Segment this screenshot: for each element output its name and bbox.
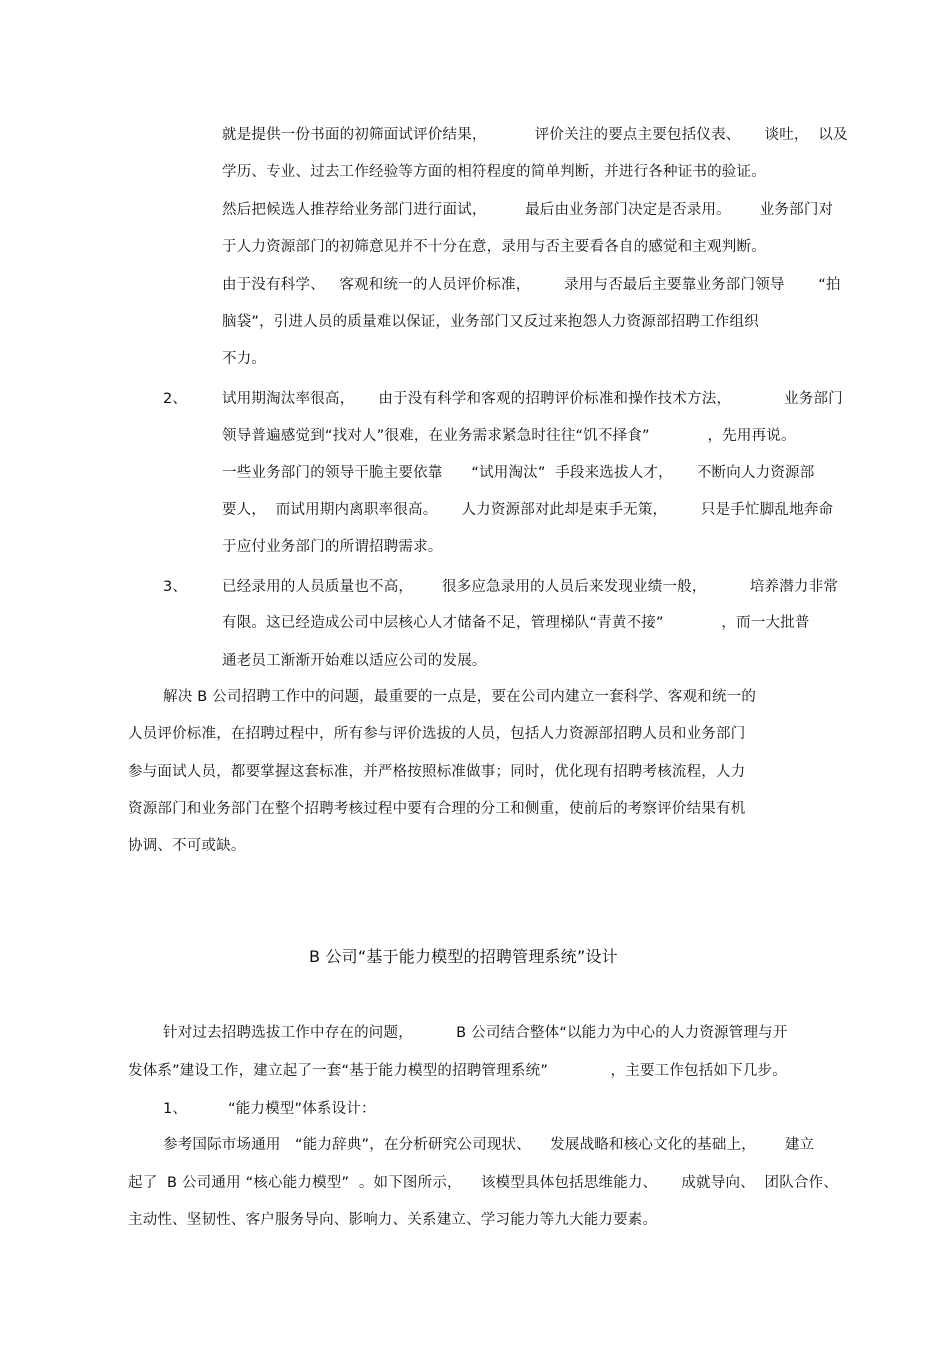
paragraph-line: 资源部门和业务部门在整个招聘考核过程中要有合理的分工和侧重，使前后的考察评价结果有机 [128,801,746,817]
paragraph-line: 主动性、坚韧性、客户服务导向、影响力、关系建立、学习能力等九大能力要素。 [128,1212,658,1228]
paragraph-line: 已经录用的人员质量也不高， 很多应急录用的人员后来发现业绩一般， 培养潜力非常 [222,579,839,595]
paragraph-line: 学历、专业、过去工作经验等方面的相符程度的简单判断，并进行各种证书的验证。 [222,164,766,180]
subsection-heading: “能力模型”体系设计： [228,1101,376,1117]
paragraph-line: 协调、不可或缺。 [128,838,246,854]
paragraph-line: 于人力资源部门的初筛意见并不十分在意，录用与否主要看各自的感觉和主观判断。 [222,239,766,255]
list-number: 1、 [163,1101,188,1117]
paragraph-line: 发体系”建设工作，建立起了一套“基于能力模型的招聘管理系统” ，主要工作包括如下几步。 [128,1063,787,1079]
paragraph-line: 有限。这已经造成公司中层核心人才储备不足，管理梯队“青黄不接” ，而一大批普 [222,615,810,631]
paragraph-line: 一些业务部门的领导干脆主要依靠 “试用淘汰” 手段来选拔人才， 不断向人力资源部 [222,465,815,481]
paragraph-line: 解决 B 公司招聘工作中的问题，最重要的一点是，要在公司内建立一套科学、客观和统一的 [163,689,757,705]
paragraph-line: 然后把候选人推荐给业务部门进行面试， 最后由业务部门决定是否录用。 业务部门对 [222,202,834,218]
paragraph-line: 领导普遍感觉到“找对人”很难，在业务需求紧急时往往“饥不择食” ，先用再说。 [222,428,796,444]
paragraph-line: 不力。 [222,351,267,367]
paragraph-line: 由于没有科学、 客观和统一的人员评价标准， 录用与否最后主要靠业务部门领导 “拍 [222,277,841,293]
paragraph-line: 于应付业务部门的所谓招聘需求。 [222,539,443,555]
paragraph-line: 针对过去招聘选拔工作中存在的问题， B 公司结合整体“以能力为中心的人力资源管理与开 [163,1025,788,1041]
list-number: 2、 [163,391,188,407]
paragraph-line: 通老员工渐渐开始难以适应公司的发展。 [222,653,487,669]
paragraph-line: 起了 B 公司通用 “核心能力模型” 。如下图所示， 该模型具体包括思维能力、 成就导向、 团队合作、 [128,1175,839,1191]
paragraph-line: 参考国际市场通用 “能力辞典”，在分析研究公司现状、 发展战略和核心文化的基础上， 建立 [163,1137,815,1153]
section-title: B 公司“基于能力模型的招聘管理系统”设计 [309,947,618,966]
list-number: 3、 [163,579,188,595]
paragraph-line: 就是提供一份书面的初筛面试评价结果， 评价关注的要点主要包括仪表、 谈吐， 以及 [222,127,848,143]
paragraph-line: 要人， 而试用期内离职率很高。 人力资源部对此却是束手无策， 只是手忙脚乱地奔命 [222,502,834,518]
paragraph-line: 参与面试人员，都要掌握这套标准，并严格按照标准做事；同时，优化现有招聘考核流程，人力 [128,764,746,780]
paragraph-line: 试用期淘汰率很高， 由于没有科学和客观的招聘评价标准和操作技术方法， 业务部门 [222,391,843,407]
paragraph-line: 人员评价标准，在招聘过程中，所有参与评价选拔的人员，包括人力资源部招聘人员和业务部门 [128,726,746,742]
paragraph-line: 脑袋”，引进人员的质量难以保证，业务部门又反过来抱怨人力资源部招聘工作组织 [222,314,759,330]
